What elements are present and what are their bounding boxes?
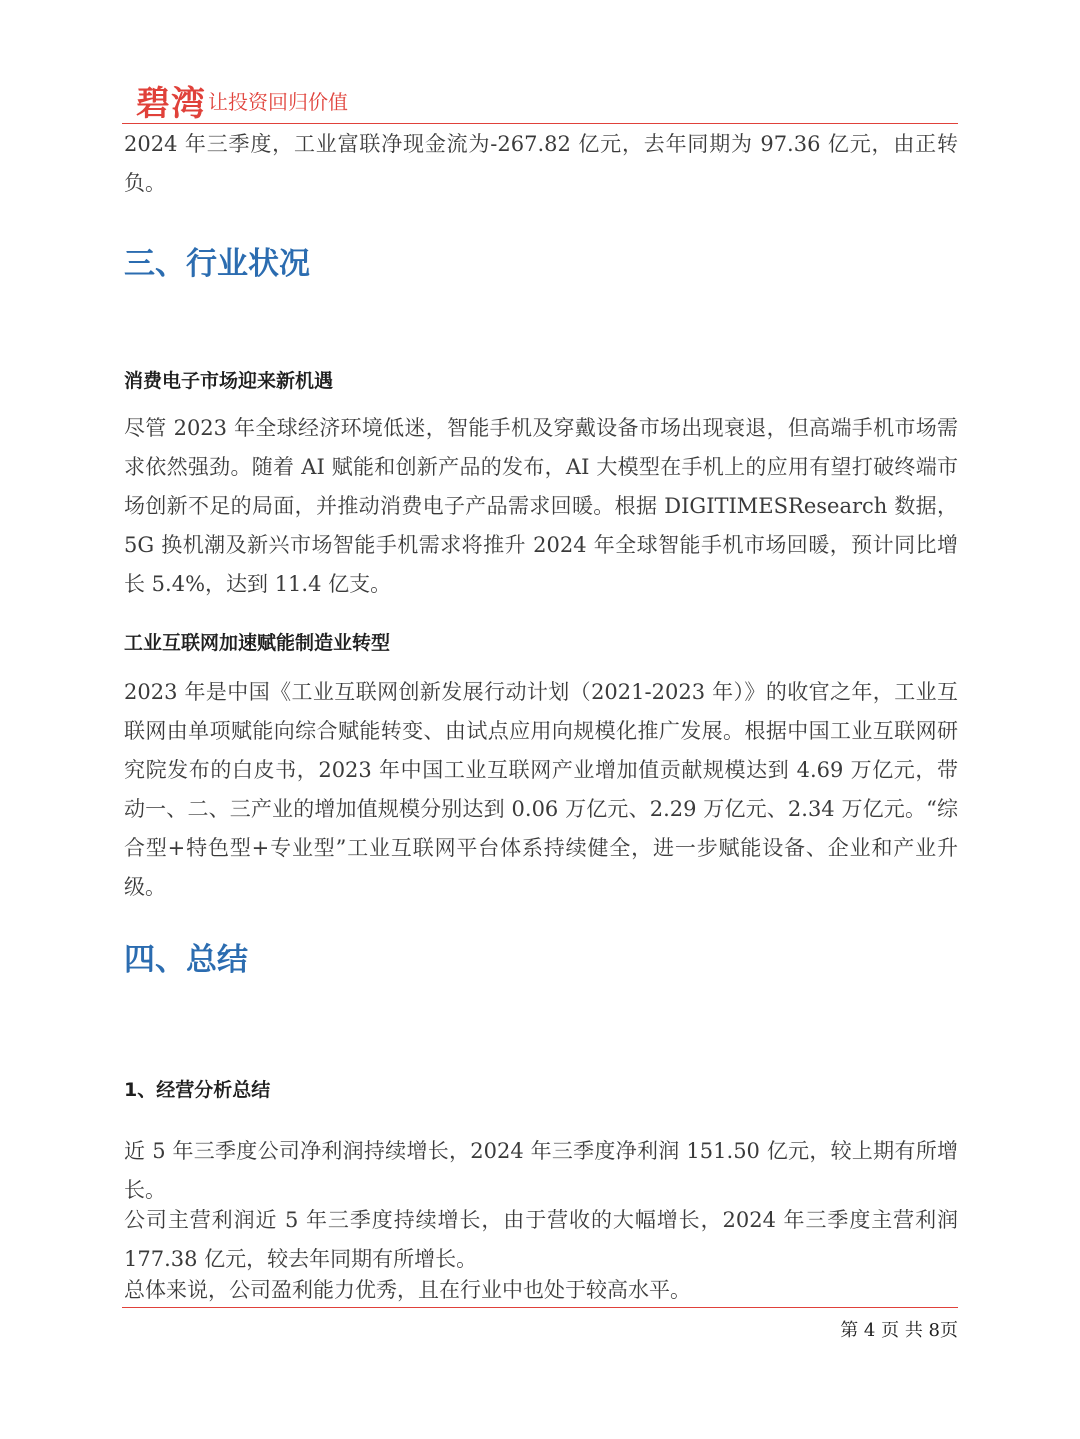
page-number: 第 4 页 共 8页 (840, 1320, 958, 1341)
subsection-title-industrial-internet: 工业互联网加速赋能制造业转型 (124, 632, 391, 654)
brand-logo-text: 碧湾 (136, 84, 206, 124)
section-title-industry: 三、行业状况 (124, 246, 310, 282)
summary-line-main-profit: 公司主营利润近 5 年三季度持续增长，由于营收的大幅增长，2024 年三季度主营利润 177.38 亿元，较去年同期有所增长。 (124, 1208, 958, 1271)
consumer-electronics-paragraph: 尽管 2023 年全球经济环境低迷，智能手机及穿戴设备市场出现衰退，但高端手机市场需求依然强劲。随着 AI 赋能和创新产品的发布，AI 大模型在手机上的应用有望打破终端市场创新不足的局面，并推动消费电子产品需求回暖。根据 DIGITIMESResearch 数据，5G 换机潮及新兴市场智能手机需求将推升 2024 年全球智能手机市场回暖，预计同比增长 5.4%，达到 11.4 亿支。 (124, 416, 958, 596)
summary-line-net-profit: 近 5 年三季度公司净利润持续增长，2024 年三季度净利润 151.50 亿元，较上期有所增长。 (124, 1139, 958, 1202)
summary-line-conclusion: 总体来说，公司盈利能力优秀，且在行业中也处于较高水平。 (124, 1278, 691, 1302)
footer-divider (122, 1307, 958, 1308)
subsection-title-operation-summary: 1、经营分析总结 (124, 1079, 271, 1101)
industrial-internet-paragraph: 2023 年是中国《工业互联网创新发展行动计划（2021-2023 年）》的收官之年，工业互联网由单项赋能向综合赋能转变、由试点应用向规模化推广发展。根据中国工业互联网研究院发布的白皮书，2023 年中国工业互联网产业增加值贡献规模达到 4.69 万亿元，带动一、二、三产业的增加值规模分别达到 0.06 万亿元、2.29 万亿元、2.34 万亿元。“综合型+特色型+专业型”工业互联网平台体系持续健全，进一步赋能设备、企业和产业升级。 (124, 680, 958, 899)
cashflow-paragraph: 2024 年三季度，工业富联净现金流为-267.82 亿元，去年同期为 97.36 亿元，由正转负。 (124, 132, 958, 195)
brand-slogan: 让投资回归价值 (208, 90, 348, 114)
section-title-summary: 四、总结 (124, 942, 248, 978)
header-divider (122, 123, 958, 124)
subsection-title-consumer-electronics: 消费电子市场迎来新机遇 (124, 370, 334, 392)
page-header (122, 74, 958, 122)
